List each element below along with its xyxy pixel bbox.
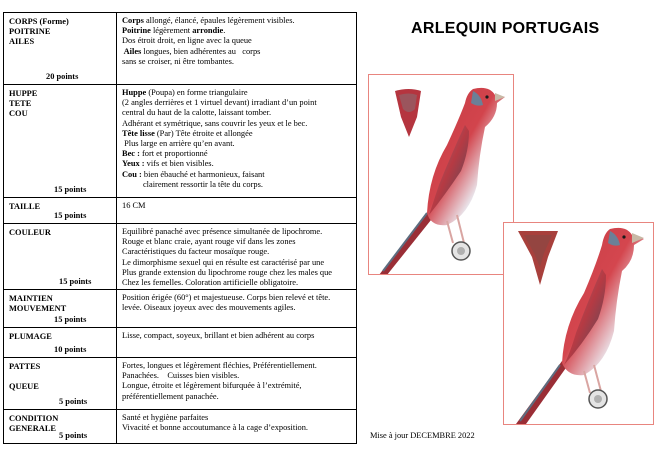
description-line [122, 361, 353, 371]
criterion-label: POITRINE [9, 27, 51, 37]
description-text: (2 angles derrières et 1 virtuel devant) irradiant d’un point [122, 98, 317, 108]
description-text: Dos étroit droit, en ligne avec la queue [122, 36, 252, 46]
description-line [122, 119, 353, 129]
description-text: vifs et bien visibles. [144, 159, 214, 169]
criterion-labels [9, 89, 37, 120]
description-text: Lisse, compact, soyeux, brillant et bien adhérent au corps [122, 331, 315, 340]
criterion-description [117, 290, 357, 328]
description-text: Huppe [122, 88, 147, 97]
description-text: Cou : [122, 169, 142, 179]
description-text: central du haut de la calotte, laissant tomber. [122, 108, 272, 118]
description-line [122, 180, 353, 190]
criterion-cell [4, 224, 117, 290]
description-line [122, 57, 353, 67]
criterion-label: MAINTIEN [9, 294, 53, 303]
description-line [122, 26, 353, 36]
criterion-cell [4, 358, 117, 410]
description-line [122, 237, 353, 247]
description-text: Corps [122, 16, 144, 25]
criterion-points: 15 points [54, 210, 87, 220]
criterion-points: 15 points [59, 276, 92, 286]
bird-photo-1 [369, 75, 513, 274]
description-text: Panachées. Cuisses bien visibles. [122, 371, 240, 381]
criterion-points: 15 points [54, 184, 87, 194]
description-line [122, 278, 353, 288]
description-text: allongé, élancé, épaules légèrement visibles. [143, 16, 295, 25]
description-line [122, 98, 353, 108]
description-line [122, 47, 353, 57]
description-text: bien ébauché et harmonieux, faisant [141, 169, 265, 179]
description-line [122, 258, 353, 268]
criterion-cell [4, 85, 117, 198]
criterion-cell [4, 410, 117, 444]
criterion-labels [9, 294, 66, 314]
criterion-description [117, 224, 357, 290]
description-line [122, 201, 353, 211]
criterion-label: CORPS (Forme) [9, 17, 69, 26]
criterion-label: PATTES [9, 362, 41, 371]
standard-row [4, 224, 357, 290]
bird-photo-2 [504, 223, 653, 424]
description-text: Longue, étroite et légèrement bifurquée à l’extrémité, [122, 381, 302, 391]
page-title: ARLEQUIN PORTUGAIS [411, 20, 600, 37]
description-text: Ailes [122, 46, 142, 56]
criterion-points: 5 points [59, 430, 88, 440]
criterion-description [117, 13, 357, 85]
criterion-points: 5 points [59, 396, 88, 406]
criterion-points: 15 points [54, 314, 87, 324]
description-line [122, 159, 353, 169]
description-line [122, 392, 353, 402]
criterion-points: 20 points [46, 71, 79, 81]
description-text: clairement ressortir la tête du corps. [122, 179, 263, 189]
standard-row [4, 328, 357, 358]
description-text: Plus large en arrière qu’en avant. [122, 139, 235, 149]
criterion-label: TAILLE [9, 202, 41, 211]
description-text: Tête lisse [122, 128, 155, 138]
description-text: longues, bien adhérentes au corps [141, 46, 261, 56]
description-line [122, 170, 353, 180]
criterion-description [117, 198, 357, 224]
description-line [122, 381, 353, 391]
description-line [122, 331, 353, 341]
criterion-labels [9, 17, 69, 48]
description-text: levée. Oiseaux joyeux avec des mouvements agiles. [122, 303, 296, 313]
criterion-points: 10 points [54, 344, 87, 354]
criterion-label: COU [9, 109, 28, 119]
criterion-description [117, 85, 357, 198]
criterion-label: TETE [9, 99, 32, 109]
description-line [122, 268, 353, 278]
criterion-description [117, 358, 357, 410]
criterion-label: QUEUE [9, 382, 39, 392]
criterion-cell [4, 328, 117, 358]
bird-photo-frame-2 [503, 222, 654, 425]
description-line [122, 139, 353, 149]
criterion-label: HUPPE [9, 89, 38, 98]
criterion-label: AILES [9, 37, 35, 47]
criterion-cell [4, 198, 117, 224]
standard-row [4, 13, 357, 85]
criterion-labels [9, 332, 52, 342]
description-text: Adhérant et symétrique, sans couvrir les yeux et le bec. [122, 118, 308, 128]
criterion-label: GENERALE [9, 424, 57, 434]
criterion-cell [4, 290, 117, 328]
description-text: Plus grande extension du lipochrome rouge chez les males que [122, 267, 333, 277]
description-text: Caractéristiques du facteur mosaïque rouge. [122, 247, 270, 257]
description-line [122, 303, 353, 313]
description-text: Chez les femelles. Coloration artificielle obligatoire. [122, 278, 299, 288]
criterion-label: COULEUR [9, 228, 51, 237]
description-text: Rouge et blanc craie, ayant rouge vif dans les zones [122, 237, 296, 247]
description-text: Le dimorphisme sexuel qui en résulte est caractérisé par une [122, 257, 325, 267]
description-text: légèrement [150, 26, 193, 36]
description-text: Poitrine [122, 26, 151, 36]
description-line [122, 413, 353, 423]
description-line [122, 36, 353, 46]
description-text: Bec : [122, 149, 140, 159]
criterion-labels [9, 202, 40, 212]
description-line [122, 227, 353, 237]
criterion-labels [9, 362, 40, 393]
description-text: (Par) Tête étroite et allongée [154, 128, 253, 138]
criterion-labels [9, 228, 51, 238]
description-text: arrondie [192, 26, 224, 36]
description-line [122, 247, 353, 257]
description-text: Yeux : [122, 159, 145, 169]
update-date: Mise à jour DECEMBRE 2022 [370, 431, 475, 440]
description-text: préférentiellement panachée. [122, 391, 219, 401]
criterion-label [9, 372, 40, 382]
description-text: fort et proportionné [139, 149, 208, 159]
criterion-label: MOUVEMENT [9, 304, 67, 314]
criterion-label: CONDITION [9, 414, 59, 423]
criterion-description [117, 410, 357, 444]
standard-row [4, 358, 357, 410]
description-line [122, 423, 353, 433]
description-text: sans se croiser, ni être tombantes. [122, 56, 234, 66]
standard-row [4, 198, 357, 224]
standard-row [4, 85, 357, 198]
criterion-cell [4, 13, 117, 85]
standard-row [4, 290, 357, 328]
description-line [122, 371, 353, 381]
description-line [122, 108, 353, 118]
description-text: . [223, 26, 226, 36]
criterion-description [117, 328, 357, 358]
description-text: 16 CM [122, 201, 146, 210]
description-text: Vivacité et bonne accoutumance à la cage d’exposition. [122, 423, 308, 433]
description-line [122, 88, 353, 98]
description-text: Position érigée (60°) et majestueuse. Corps bien relevé et tête. [122, 293, 331, 302]
standard-row [4, 410, 357, 444]
description-text: Fortes, longues et légèrement fléchies, Préférentiellement. [122, 361, 317, 370]
description-text: Santé et hygiène parfaites [122, 413, 209, 422]
bird-photo-frame-1 [368, 74, 514, 275]
criterion-labels [9, 414, 58, 434]
description-line [122, 16, 353, 26]
description-line [122, 149, 353, 159]
description-text: Equilibré panaché avec présence simultanée de lipochrome. [122, 227, 323, 236]
description-line [122, 293, 353, 303]
description-line [122, 129, 353, 139]
criterion-label: PLUMAGE [9, 332, 52, 341]
description-text: (Poupa) en forme triangulaire [146, 88, 248, 97]
standard-table [3, 12, 357, 444]
